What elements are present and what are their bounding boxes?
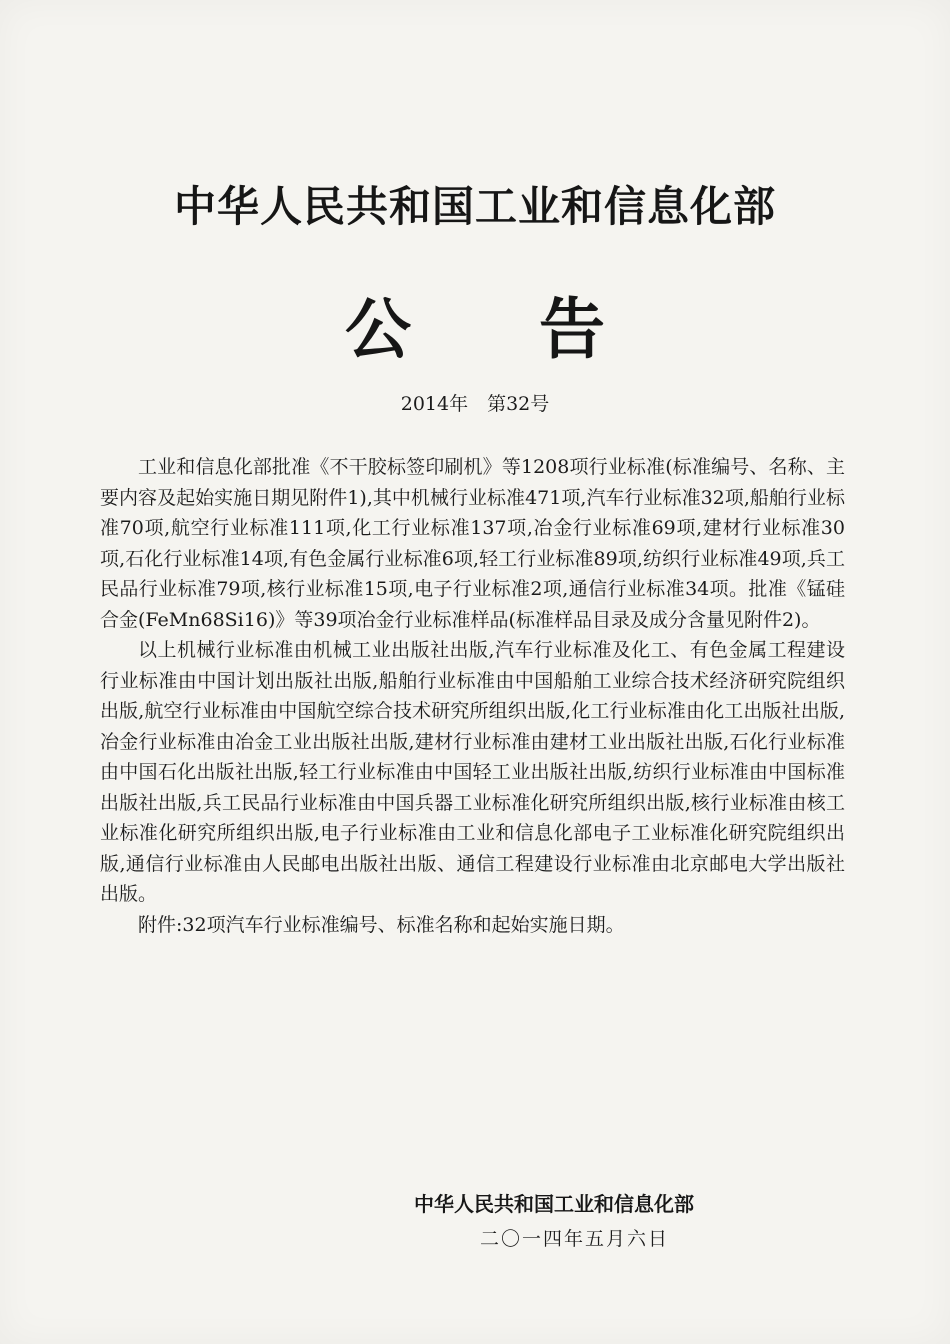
issue-number: 2014年 第32号 [400,393,550,415]
notice-heading: 公告 [345,291,733,368]
attachment-note: 附件:32项汽车行业标准编号、标准名称和起始实施日期。 [138,913,625,936]
body-paragraph-1: 工业和信息化部批准《不干胶标签印刷机》等1208项行业标准(标准编号、名称、主要内容及起始实施日期见附件1),其中机械行业标准471项,汽车行业标准32项,船舶行业标准70项,航空行业标准111项,化工行业标准137项,冶金行业标准69项,建材行业标准30项,石化行业标准14项,有色金属行业标准6项,轻工行业标准89项,纺织行业标准49项,兵工民品行业标准79项,核行业标准15项,电子行业标准2项,通信行业标准34项。批准《锰硅合金(FeMn68Si16)》等39项冶金行业标准样品(标准样品目录及成分含量见附件2)。 [100,456,845,631]
body-paragraph-2: 以上机械行业标准由机械工业出版社出版,汽车行业标准及化工、有色金属工程建设行业标准由中国计划出版社出版,船舶行业标准由中国船舶工业综合技术经济研究院组织出版,航空行业标准由中国航空综合技术研究所组织出版,化工行业标准由化工出版社出版,冶金行业标准由冶金工业出版社出版,建材行业标准由建材工业出版社出版,石化行业标准由中国石化出版社出版,轻工行业标准由中国轻工业出版社出版,纺织行业标准由中国标准出版社出版,兵工民品行业标准由中国兵器工业标准化研究所组织出版,核行业标准由核工业标准化研究所组织出版,电子行业标准由工业和信息化部电子工业标准化研究院组织出版,通信行业标准由人民邮电出版社出版、通信工程建设行业标准由北京邮电大学出版社出版。 [100,639,845,905]
signature-organization: 中华人民共和国工业和信息化部 [414,1192,694,1216]
issuer-title: 中华人民共和国工业和信息化部 [173,182,776,231]
notice-body [100,452,845,940]
signature-date: 二〇一四年五月六日 [480,1228,670,1250]
